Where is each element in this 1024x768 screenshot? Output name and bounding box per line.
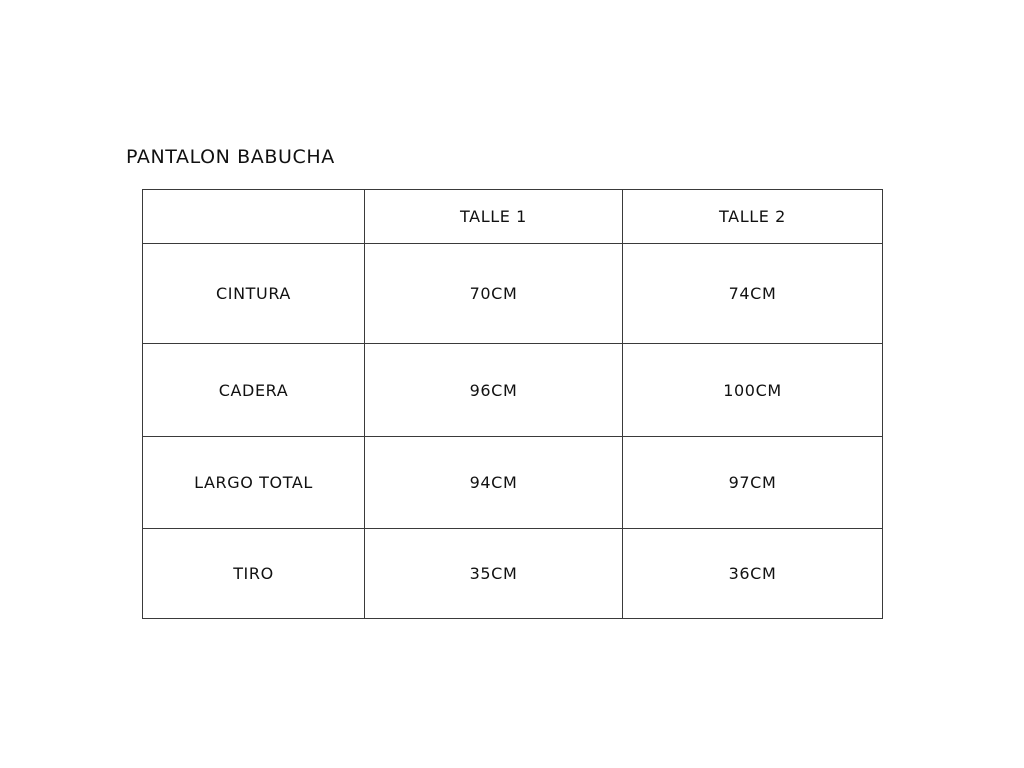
table-cell: 74CM bbox=[623, 244, 883, 344]
page-title: PANTALON BABUCHA bbox=[126, 146, 335, 168]
row-label: CADERA bbox=[143, 344, 365, 437]
table-row bbox=[143, 344, 883, 437]
table-cell: 70CM bbox=[365, 244, 623, 344]
table-cell: 100CM bbox=[623, 344, 883, 437]
row-label: TIRO bbox=[143, 529, 365, 619]
table-cell: 97CM bbox=[623, 437, 883, 529]
table-row bbox=[143, 529, 883, 619]
table-cell: 96CM bbox=[365, 344, 623, 437]
table-cell: 35CM bbox=[365, 529, 623, 619]
table-row bbox=[143, 437, 883, 529]
header-talle-2: TALLE 2 bbox=[623, 190, 883, 244]
header-corner-cell bbox=[143, 190, 365, 244]
table-header-row bbox=[143, 190, 883, 244]
row-label: CINTURA bbox=[143, 244, 365, 344]
row-label: LARGO TOTAL bbox=[143, 437, 365, 529]
table-cell: 36CM bbox=[623, 529, 883, 619]
header-talle-1: TALLE 1 bbox=[365, 190, 623, 244]
table-row bbox=[143, 244, 883, 344]
size-chart-table bbox=[142, 189, 883, 619]
table-cell: 94CM bbox=[365, 437, 623, 529]
